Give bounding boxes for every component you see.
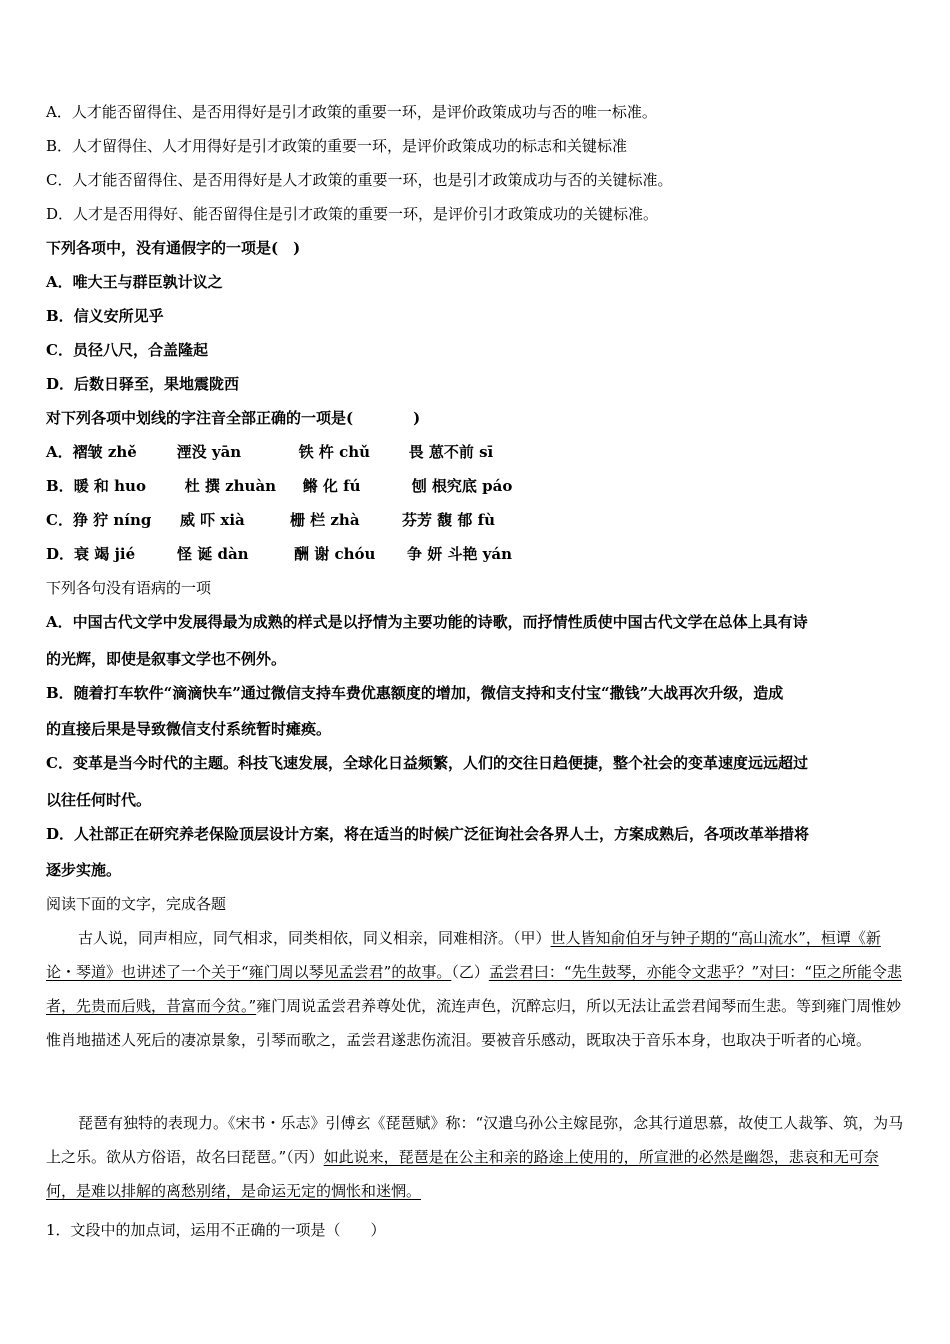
- tongjia-option-a: A．唯大王与群臣孰计议之: [46, 273, 223, 291]
- yubing-option-d-line2: 逐步实施。: [46, 861, 122, 879]
- passage-text: 雍门周说孟尝君养尊处优，流连声色，沉醉忘归，所以无法让孟尝君闻琴而生悲。等到雍门周惟妙惟肖地描述人死后的凄凉景象，引琴而歌之，孟尝君遂悲伤流泪。要被音乐感动，既取决于音乐本身，也取决于听者的心境。: [46, 997, 902, 1049]
- pinyin-item: 鳉 化 fú: [302, 477, 361, 495]
- passage-underlined-yi: 孟尝君曰：“先生鼓琴，亦能令文悲乎？”对曰：“臣之所能令悲者，先贵而后贱，昔富而今贫。”: [46, 963, 902, 1015]
- reading-paragraph-1: [46, 921, 906, 1057]
- prev-option-a: A．人才能否留得住、是否用得好是引才政策的重要一环，是评价政策成功与否的唯一标准。: [46, 103, 657, 121]
- yubing-option-c-line1: C．变革是当今时代的主题。科技飞速发展，全球化日益频繁，人们的交往日趋便捷，整个社会的变革速度远远超过: [46, 754, 808, 772]
- yubing-option-b-line1: B．随着打车软件“滴滴快车”通过微信支持车费优惠额度的增加，微信支持和支付宝“撒钱”大战再次升级，造成: [46, 684, 784, 702]
- pinyin-row-label: A．: [46, 443, 73, 461]
- pinyin-item: 湮没 yān: [176, 443, 242, 461]
- reading-question-1: 1．文段中的加点词，运用不正确的一项是（ ）: [46, 1221, 386, 1239]
- passage-text: 古人说，同声相应，同气相求，同类相依，同义相亲，同难相济。（甲）: [78, 929, 551, 947]
- pinyin-row-b: [46, 475, 512, 497]
- reading-paragraph-2: [46, 1106, 906, 1208]
- pinyin-row-label: B．: [46, 477, 74, 495]
- pinyin-row-d: [46, 543, 512, 565]
- yubing-option-b-line2: 的直接后果是导致微信支付系统暂时瘫痪。: [46, 720, 332, 738]
- pinyin-item: 铁 杵 chǔ: [298, 443, 371, 461]
- yubing-option-a-line2: 的光辉，即使是叙事文学也不例外。: [46, 650, 287, 668]
- prev-option-c: C．人才能否留得住、是否用得好是人才政策的重要一环，也是引才政策成功与否的关键标准。: [46, 171, 673, 189]
- pinyin-item: 威 吓 xià: [179, 511, 245, 529]
- yubing-option-d-line1: D．人社部正在研究养老保险顶层设计方案，将在适当的时候广泛征询社会各界人士，方案成熟后，各项改革举措将: [46, 825, 810, 843]
- passage-marker-yi: （乙）: [451, 963, 489, 981]
- question-pinyin-stem: 对下列各项中划线的字注音全部正确的一项是( ): [46, 409, 421, 427]
- pinyin-item: 杜 撰 zhuàn: [184, 477, 277, 495]
- pinyin-row-label: D．: [46, 545, 75, 563]
- pinyin-item: 酬 谢 chóu: [294, 545, 376, 563]
- passage-underlined-jia: 世人皆知俞伯牙与钟子期的“高山流水”，桓谭《新论・琴道》也讲述了一个关于“雍门周以琴见孟尝君”的故事。: [46, 929, 881, 981]
- pinyin-item: 怪 诞 dàn: [177, 545, 249, 563]
- pinyin-item: 暖 和 huo: [73, 477, 146, 495]
- tongjia-option-d: D．后数日驿至，果地震陇西: [46, 375, 240, 393]
- pinyin-row-a: [46, 441, 493, 463]
- prev-option-d: D．人才是否用得好、能否留得住是引才政策的重要一环，是评价引才政策成功的关键标准。: [46, 205, 659, 223]
- pinyin-row-label: C．: [46, 511, 73, 529]
- pinyin-item: 争 妍 斗艳 yán: [407, 545, 513, 563]
- question-yubing-stem: 下列各句没有语病的一项: [46, 579, 212, 597]
- reading-intro: 阅读下面的文字，完成各题: [46, 895, 227, 913]
- yubing-option-c-line2: 以往任何时代。: [46, 791, 152, 809]
- prev-option-b: B．人才留得住、人才用得好是引才政策的重要一环，是评价政策成功的标志和关键标准: [46, 137, 628, 155]
- pinyin-item: 芬芳 馥 郁 fù: [401, 511, 495, 529]
- passage-underlined-bing-2: 所宣泄的必然是幽怨，悲哀和无可奈何，是难以排解的离愁别绪，是命运无定的惆怅和迷惘。: [46, 1148, 879, 1200]
- passage-underlined-bing: 如此说来，琵琶是在公主和亲的路途上使用的，: [323, 1148, 639, 1166]
- pinyin-item: 狰 狞 níng: [72, 511, 152, 529]
- passage-text: 琵琶有独特的表现力。《宋书・乐志》引傅玄《琵琶赋》称：“汉遣乌孙公主嫁昆弥，念其行道思慕，故使工人裁筝、筑，为马上之乐。欲从方俗语，故名曰琵琶。”（丙）: [46, 1114, 904, 1166]
- tongjia-option-c: C．员径八尺，合盖隆起: [46, 341, 208, 359]
- pinyin-item: 刨 根究底 páo: [411, 477, 513, 495]
- pinyin-item: 栅 栏 zhà: [289, 511, 360, 529]
- yubing-option-a-line1: A．中国古代文学中发展得最为成熟的样式是以抒情为主要功能的诗歌，而抒情性质使中国古代文学在总体上具有诗: [46, 613, 808, 631]
- pinyin-item: 畏 葸不前 sī: [408, 443, 494, 461]
- tongjia-option-b: B．信义安所见乎: [46, 307, 164, 325]
- pinyin-item: 衰 竭 jié: [74, 545, 136, 563]
- pinyin-item: 褶皱 zhě: [72, 443, 137, 461]
- pinyin-row-c: [46, 509, 495, 531]
- question-tongjia-stem: 下列各项中，没有通假字的一项是( ): [46, 239, 301, 257]
